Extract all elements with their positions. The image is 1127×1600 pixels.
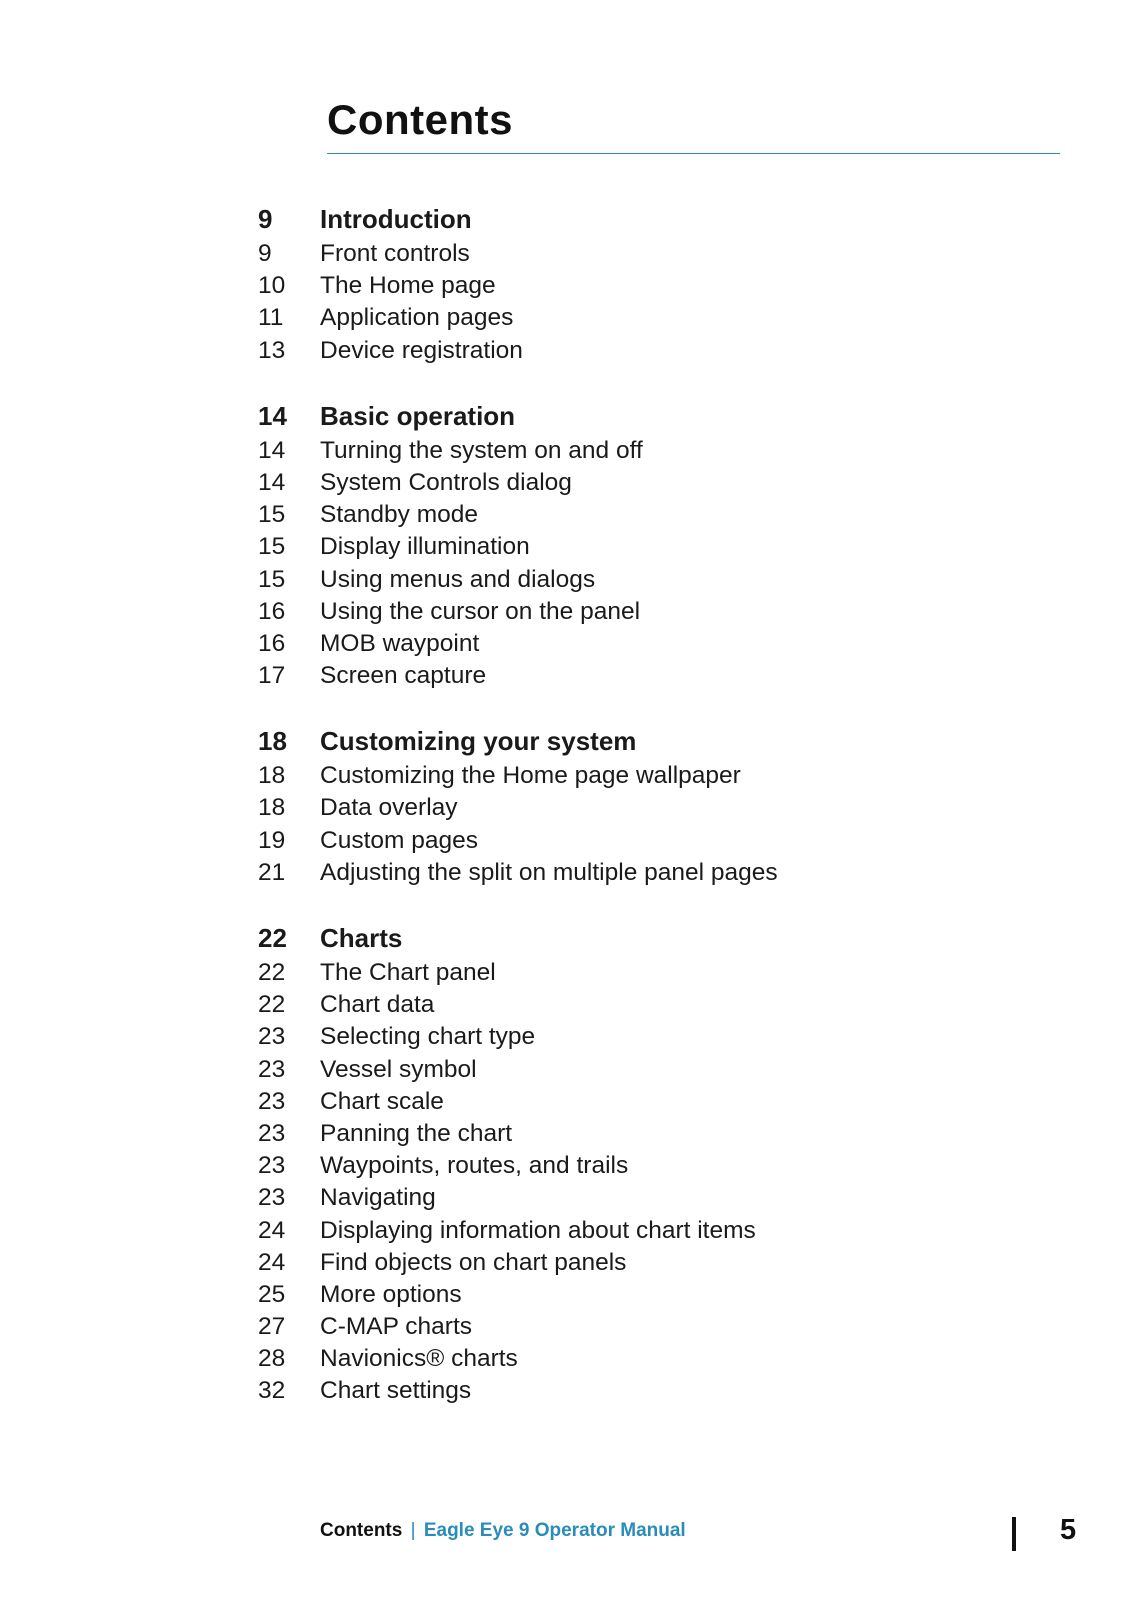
toc-entry[interactable] [258, 270, 958, 302]
toc-entry-title: Screen capture [320, 662, 487, 690]
toc-entry-title: Selecting chart type [320, 1023, 536, 1051]
page-number: 5 [1060, 1514, 1077, 1546]
toc-page-number: 17 [258, 662, 286, 690]
toc-entry[interactable] [258, 1375, 958, 1407]
toc-page-number: 11 [258, 304, 284, 332]
toc-entry[interactable] [258, 1215, 958, 1247]
toc-page-number: 25 [258, 1280, 286, 1308]
toc-entry[interactable] [258, 825, 958, 857]
toc-section-heading[interactable] [258, 200, 958, 238]
toc-page-number: 27 [258, 1313, 286, 1341]
toc-entry-title: Standby mode [320, 501, 478, 529]
toc-page-number: 22 [258, 959, 286, 986]
toc-entry-title: Navionics® charts [320, 1345, 518, 1373]
toc-section-title: Basic operation [320, 400, 516, 431]
toc-section-heading[interactable] [258, 919, 958, 957]
toc-entry[interactable] [258, 238, 958, 270]
toc-page-number: 21 [258, 858, 286, 886]
toc-section-heading[interactable] [258, 397, 958, 435]
toc-entry-title: Vessel symbol [320, 1055, 477, 1083]
toc-entry-title: Device registration [320, 336, 523, 364]
toc-entry-title: Application pages [320, 304, 514, 332]
toc-page-number: 14 [258, 436, 286, 464]
toc-entry[interactable] [258, 1086, 958, 1118]
toc-section [258, 397, 958, 693]
title-rule [327, 153, 1060, 154]
toc-entry[interactable] [258, 760, 958, 792]
toc-entry[interactable] [258, 1054, 958, 1086]
toc-page-number: 18 [258, 794, 286, 822]
toc-page-number: 15 [258, 565, 286, 593]
toc-entry-title: Front controls [320, 240, 470, 267]
toc-entry-title: System Controls dialog [320, 468, 572, 496]
toc-section-title: Introduction [320, 204, 472, 234]
toc-page-number: 24 [258, 1216, 286, 1244]
toc-entry[interactable] [258, 1279, 958, 1311]
toc-page-number: 18 [258, 726, 287, 757]
toc-entry[interactable] [258, 1247, 958, 1279]
toc-entry[interactable] [258, 792, 958, 824]
toc-entry[interactable] [258, 499, 958, 531]
toc-entry[interactable] [258, 596, 958, 628]
toc-page-number: 23 [258, 1119, 286, 1147]
toc-page-number: 23 [258, 1023, 286, 1051]
toc-entry[interactable] [258, 1118, 958, 1150]
toc-entry-title: Chart scale [320, 1087, 444, 1115]
toc-page-number: 22 [258, 923, 287, 953]
toc-page-number: 15 [258, 501, 286, 529]
toc-entry-title: Data overlay [320, 794, 458, 822]
toc-entry-title: C-MAP charts [320, 1313, 473, 1341]
toc-entry[interactable] [258, 564, 958, 596]
toc-entry-title: Using the cursor on the panel [320, 597, 641, 625]
toc-entry-title: Using menus and dialogs [320, 565, 596, 593]
toc-entry[interactable] [258, 857, 958, 889]
toc-page-number: 22 [258, 991, 286, 1019]
toc-entry[interactable] [258, 628, 958, 660]
toc-entry-title: Panning the chart [320, 1119, 513, 1147]
toc-entry[interactable] [258, 335, 958, 367]
toc-entry[interactable] [258, 435, 958, 467]
toc-entry-title: Chart settings [320, 1377, 472, 1405]
toc-entry[interactable] [258, 1150, 958, 1182]
toc-entry-title: Display illumination [320, 533, 530, 561]
toc-page-number: 10 [258, 272, 286, 300]
footer-separator: | [410, 1520, 416, 1541]
toc-page-number: 14 [258, 400, 287, 431]
toc-page-number: 23 [258, 1087, 286, 1115]
table-of-contents [258, 200, 958, 1438]
toc-page-number: 16 [258, 629, 286, 657]
toc-page-number: 19 [258, 826, 286, 854]
page-title: Contents [327, 96, 513, 143]
toc-entry-title: Navigating [320, 1184, 436, 1212]
toc-entry-title: Customizing the Home page wallpaper [320, 762, 741, 790]
toc-section-title: Customizing your system [320, 726, 637, 757]
toc-entry-title: Waypoints, routes, and trails [320, 1152, 629, 1180]
toc-entry-title: Find objects on chart panels [320, 1248, 627, 1276]
toc-page-number: 23 [258, 1152, 286, 1180]
toc-section [258, 919, 958, 1408]
toc-entry[interactable] [258, 957, 958, 989]
toc-entry[interactable] [258, 1343, 958, 1375]
toc-page-number: 14 [258, 468, 286, 496]
toc-section-title: Charts [320, 923, 403, 953]
toc-page-number: 23 [258, 1184, 286, 1212]
toc-section [258, 200, 958, 367]
toc-page-number: 28 [258, 1345, 286, 1373]
toc-page-number: 9 [258, 204, 273, 234]
footer-section-label: Contents [320, 1520, 403, 1541]
toc-page-number: 9 [258, 240, 272, 267]
toc-entry-title: Chart data [320, 991, 435, 1019]
toc-page-number: 23 [258, 1055, 286, 1083]
toc-entry[interactable] [258, 1311, 958, 1343]
toc-entry-title: Turning the system on and off [320, 436, 643, 464]
toc-entry-title: More options [320, 1280, 462, 1308]
toc-entry[interactable] [258, 302, 958, 334]
toc-entry-title: Custom pages [320, 826, 478, 854]
toc-entry[interactable] [258, 660, 958, 692]
toc-entry[interactable] [258, 531, 958, 563]
page-number-bar [1012, 1517, 1016, 1551]
toc-entry[interactable] [258, 1021, 958, 1053]
toc-entry-title: MOB waypoint [320, 629, 480, 657]
toc-page-number: 24 [258, 1248, 286, 1276]
toc-page-number: 18 [258, 762, 286, 790]
toc-page-number: 32 [258, 1377, 286, 1405]
toc-entry-title: Adjusting the split on multiple panel pages [320, 858, 778, 886]
page-footer [320, 1520, 686, 1542]
toc-page-number: 16 [258, 597, 286, 625]
toc-entry[interactable] [258, 989, 958, 1021]
toc-section-heading[interactable] [258, 722, 958, 760]
toc-entry-title: Displaying information about chart items [320, 1216, 756, 1244]
toc-entry[interactable] [258, 467, 958, 499]
toc-entry-title: The Chart panel [320, 959, 496, 986]
footer-manual-title: Eagle Eye 9 Operator Manual [423, 1520, 686, 1541]
toc-entry[interactable] [258, 1182, 958, 1214]
toc-page-number: 13 [258, 336, 286, 364]
toc-page-number: 15 [258, 533, 286, 561]
toc-entry-title: The Home page [320, 272, 496, 300]
toc-section [258, 722, 958, 889]
